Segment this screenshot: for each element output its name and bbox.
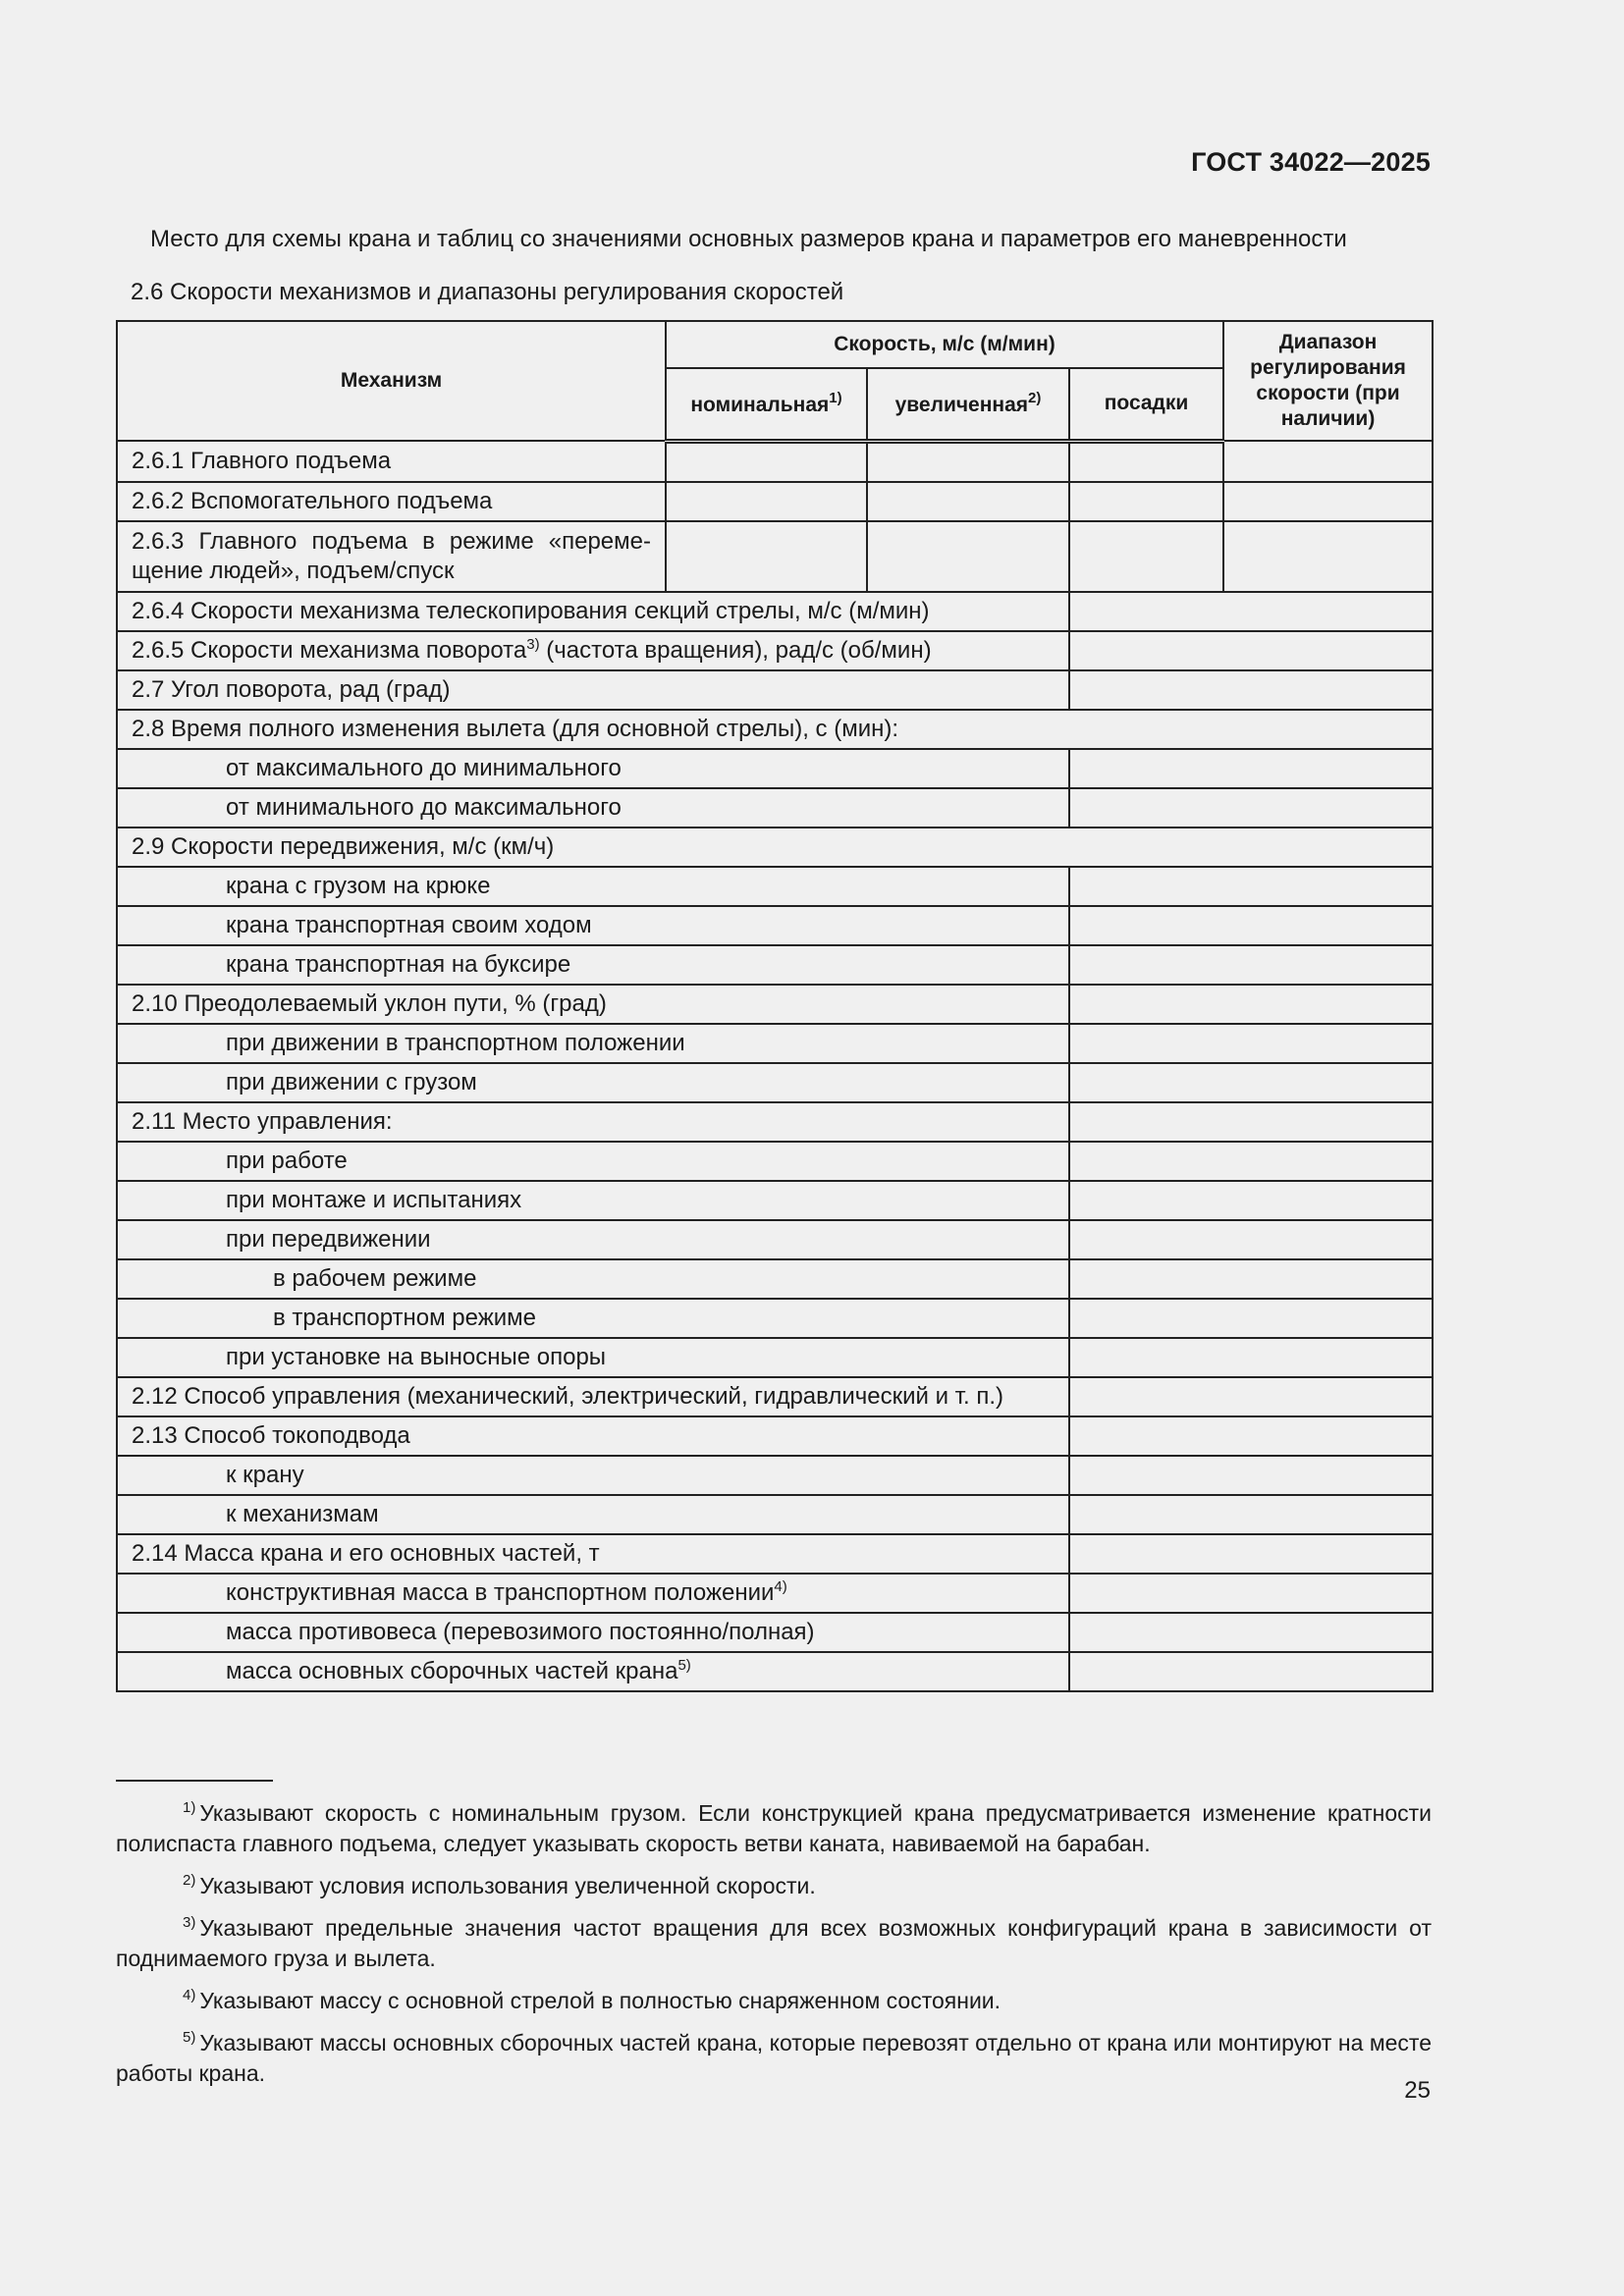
table-row	[117, 1495, 1433, 1534]
footnote-mark: 3)	[183, 1914, 196, 1931]
table-row	[117, 1142, 1433, 1181]
row-label: крана транспортная на буксире	[117, 945, 1069, 985]
value-cell	[1069, 1377, 1433, 1416]
page-number: 25	[1404, 2077, 1431, 2104]
table-row	[117, 631, 1433, 670]
footnote	[116, 2022, 1432, 2089]
footnote-ref: 5)	[677, 1656, 691, 1674]
table-row	[117, 1652, 1433, 1691]
footnotes	[116, 1792, 1432, 2095]
footnote	[116, 1980, 1432, 2016]
table-row	[117, 710, 1433, 749]
footnote-ref: 4)	[774, 1577, 787, 1595]
value-cell	[1223, 441, 1433, 482]
table-row	[117, 1338, 1433, 1377]
value-cell	[1069, 985, 1433, 1024]
row-label: 2.6.5 Скорости механизма поворота$^{3)}$ (частота вращения), рад/с (об/мин)	[117, 631, 1069, 670]
value-cell	[1069, 1495, 1433, 1534]
footnote-text: Указывают предельные значения частот вращения для всех возможных конфигураций крана в зависимости от поднимаемого груза и вылета.	[116, 1915, 1432, 1971]
table-row	[117, 592, 1433, 631]
row-label: к крану	[117, 1456, 1069, 1495]
speeds-table	[116, 320, 1434, 1692]
footnote-text: Указывают массу с основной стрелой в полностью снаряженном состоянии.	[199, 1988, 1001, 2013]
value-cell	[1069, 592, 1433, 631]
row-label: крана транспортная своим ходом	[117, 906, 1069, 945]
row-label: при установке на выносные опоры	[117, 1338, 1069, 1377]
footnote-mark: 5)	[183, 2029, 196, 2046]
header-landing: посадки	[1069, 368, 1223, 441]
value-cell	[1069, 867, 1433, 906]
value-cell	[1223, 521, 1433, 592]
value-cell	[1069, 1259, 1433, 1299]
header-speed-group: Скорость, м/с (м/мин)	[666, 321, 1223, 368]
table-row	[117, 985, 1433, 1024]
value-cell	[1069, 1613, 1433, 1652]
value-cell	[666, 441, 867, 482]
footnote-ref: 2)	[1028, 389, 1042, 406]
row-label: 2.13 Способ токоподвода	[117, 1416, 1069, 1456]
value-cell	[1069, 1181, 1433, 1220]
row-label: при передвижении	[117, 1220, 1069, 1259]
intro-text: Место для схемы крана и таблиц со значениями основных размеров крана и параметров его маневренности	[150, 226, 1347, 252]
row-label: 2.7 Угол поворота, рад (град)	[117, 670, 1069, 710]
value-cell	[666, 521, 867, 592]
footnote-divider	[116, 1780, 273, 1782]
table-row	[117, 1613, 1433, 1652]
footnote	[116, 1792, 1432, 1859]
value-cell	[1069, 482, 1223, 521]
value-cell	[1069, 631, 1433, 670]
value-cell	[1069, 1063, 1433, 1102]
row-label: 2.14 Масса крана и его основных частей, т	[117, 1534, 1069, 1574]
value-cell	[1223, 482, 1433, 521]
row-label: масса противовеса (перевозимого постоянно/полная)	[117, 1613, 1069, 1652]
table-row	[117, 1534, 1433, 1574]
value-cell	[1069, 1416, 1433, 1456]
footnote-text: Указывают скорость с номинальным грузом. Если конструкцией крана предусматривается изменение кратности полиспаста главного подъема, следует указывать скорость ветви каната, навиваемой на барабан.	[116, 1800, 1432, 1856]
row-label: 2.6.1 Главного подъема	[117, 441, 666, 482]
value-cell	[1069, 521, 1223, 592]
value-cell	[1069, 441, 1223, 482]
table-row	[117, 670, 1433, 710]
row-label: при монтаже и испытаниях	[117, 1181, 1069, 1220]
value-cell	[1069, 1338, 1433, 1377]
table-row	[117, 1377, 1433, 1416]
section-title: 2.6 Скорости механизмов и диапазоны регулирования скоростей	[131, 279, 844, 305]
row-label: к механизмам	[117, 1495, 1069, 1534]
document-code: ГОСТ 34022—2025	[1191, 147, 1431, 177]
value-cell	[1069, 1456, 1433, 1495]
row-label: в рабочем режиме	[117, 1259, 1069, 1299]
table-row	[117, 1102, 1433, 1142]
row-label: 2.6.2 Вспомогательного подъема	[117, 482, 666, 521]
row-label: при движении в транспортном положении	[117, 1024, 1069, 1063]
value-cell	[1069, 1299, 1433, 1338]
value-cell	[1069, 1102, 1433, 1142]
table-row	[117, 828, 1433, 867]
table-row	[117, 788, 1433, 828]
row-label: 2.11 Место управления:	[117, 1102, 1069, 1142]
value-cell	[1069, 670, 1433, 710]
row-label: 2.6.4 Скорости механизма телескопирования секций стрелы, м/с (м/мин)	[117, 592, 1069, 631]
table-row	[117, 1456, 1433, 1495]
row-label: в транспортном режиме	[117, 1299, 1069, 1338]
footnote-ref: 3)	[526, 635, 540, 653]
table-row	[117, 945, 1433, 985]
table-row	[117, 1299, 1433, 1338]
table-row	[117, 1063, 1433, 1102]
header-nominal: номинальная$^{1)}$	[666, 368, 867, 441]
value-cell	[1069, 1652, 1433, 1691]
value-cell	[867, 482, 1069, 521]
table-row	[117, 441, 1433, 482]
footnote	[116, 1907, 1432, 1974]
row-label: конструктивная масса в транспортном положении$^{4)}$	[117, 1574, 1069, 1613]
value-cell	[1069, 1142, 1433, 1181]
table-row	[117, 749, 1433, 788]
row-label: при работе	[117, 1142, 1069, 1181]
value-cell	[1069, 1024, 1433, 1063]
table-row	[117, 1220, 1433, 1259]
footnote-ref: 1)	[829, 389, 842, 406]
value-cell	[1069, 1220, 1433, 1259]
table-row	[117, 521, 1433, 592]
row-label: при движении с грузом	[117, 1063, 1069, 1102]
footnote-mark: 2)	[183, 1872, 196, 1889]
value-cell	[1069, 1574, 1433, 1613]
footnote	[116, 1865, 1432, 1901]
row-label: 2.6.3 Главного подъема в режиме «перемещение людей», подъем/спуск	[117, 521, 666, 592]
row-label: от минимального до максимального	[117, 788, 1069, 828]
table-row	[117, 1416, 1433, 1456]
value-cell	[867, 441, 1069, 482]
value-cell	[1069, 945, 1433, 985]
value-cell	[1069, 906, 1433, 945]
table-row	[117, 906, 1433, 945]
header-range: Диапазон регулирования скорости (при наличии)	[1223, 321, 1433, 441]
footnote-mark: 1)	[183, 1799, 196, 1816]
table-row	[117, 867, 1433, 906]
table-row	[117, 1181, 1433, 1220]
value-cell	[1069, 788, 1433, 828]
row-label: масса основных сборочных частей крана$^{5)}$	[117, 1652, 1069, 1691]
header-mechanism: Механизм	[117, 321, 666, 441]
value-cell	[1069, 1534, 1433, 1574]
row-label: крана с грузом на крюке	[117, 867, 1069, 906]
row-label: 2.8 Время полного изменения вылета (для основной стрелы), с (мин):	[117, 710, 1433, 749]
row-label: от максимального до минимального	[117, 749, 1069, 788]
row-label: 2.10 Преодолеваемый уклон пути, % (град)	[117, 985, 1069, 1024]
table-row	[117, 482, 1433, 521]
value-cell	[867, 521, 1069, 592]
value-cell	[1069, 749, 1433, 788]
value-cell	[666, 482, 867, 521]
row-label: 2.12 Способ управления (механический, электрический, гидравлический и т. п.)	[117, 1377, 1069, 1416]
table-row	[117, 1574, 1433, 1613]
footnote-mark: 4)	[183, 1987, 196, 2003]
footnote-text: Указывают массы основных сборочных частей крана, которые перевозят отдельно от крана или монтируют на месте работы крана.	[116, 2030, 1432, 2086]
header-increased: увеличенная$^{2)}$	[867, 368, 1069, 441]
row-label: 2.9 Скорости передвижения, м/с (км/ч)	[117, 828, 1433, 867]
table-row	[117, 1024, 1433, 1063]
table-row	[117, 1259, 1433, 1299]
footnote-text: Указывают условия использования увеличенной скорости.	[199, 1873, 816, 1898]
